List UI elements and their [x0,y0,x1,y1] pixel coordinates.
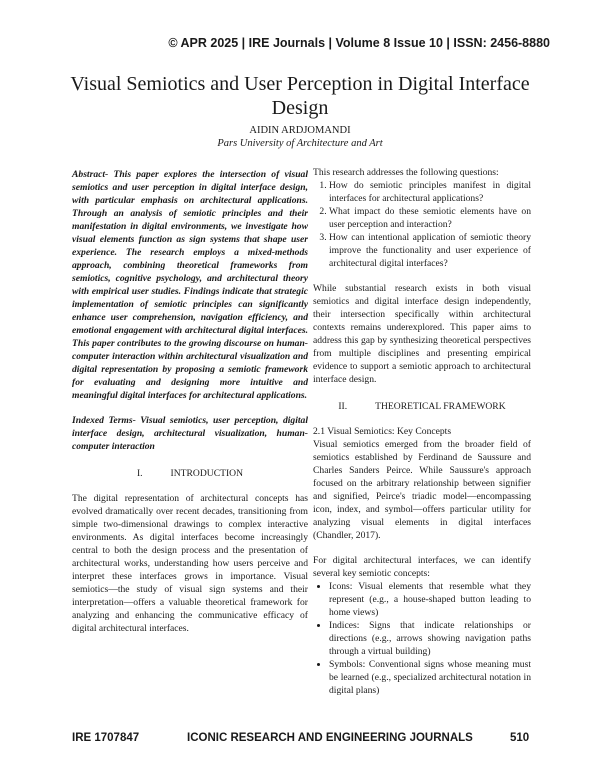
subsection-heading: 2.1 Visual Semiotics: Key Concepts [313,426,452,437]
section-number: II. [338,401,348,412]
index-terms: Indexed Terms- Visual semiotics, user perception, digital interface design, architectural visualization, human-computer interaction [72,415,308,452]
gap-paragraph: While substantial research exists in both visual semiotics and digital interface design independently, their intersection specifically within architectural contexts remains underexplored. This paper aims to address this gap by synthesizing theoretical perspectives from multiple disciplines and presenting empirical evidence to support a semiotic approach to architectural interface design. [313,283,531,385]
semiotics-paragraph: Visual semiotics emerged from the broader field of semiotics established by Ferdinand de Saussure and Charles Sanders Peirce. While Saussure's approach focused on the arbitrary relationship between signifier and signified, Peirce's triadic model—encompassing icon, index, and symbol—offers particular utility for analyzing visual elements in digital interfaces (Chandler, 2017). [313,439,531,541]
page-number: 510 [510,732,530,744]
list-item: • Indices: Signs that indicate relationships or directions (e.g., arrows showing navigation paths through a virtual building) [329,619,531,658]
journal-header: © APR 2025 | IRE Journals | Volume 8 Issue 10 | ISSN: 2456-8880 [168,36,550,50]
section-heading-introduction [72,467,308,480]
journal-name: ICONIC RESEARCH AND ENGINEERING JOURNALS [187,732,473,744]
section-number: I. [136,468,143,479]
semiotic-concepts [313,580,531,697]
research-questions [313,179,531,270]
list-item: 2. What impact do these semiotic elements have on user perception and interaction? [329,205,531,231]
paper-id: IRE 1707847 [72,732,140,744]
list-item: • Icons: Visual elements that resemble what they represent (e.g., a house-shaped button leading to home views) [329,580,531,619]
abstract: Abstract- This paper explores the intersection of visual semiotics and user perception in digital interface design, with particular emphasis on architectural applications. Through an analysis of semiotic principles and their manifestation in digital environments, we investigate how visual elements function as sign systems that shape user experience. The research employs a mixed-methods approach, combining theoretical frameworks from semiotics, cognitive psychology, and architectural theory with empirical user studies. Findings indicate that strategic implementation of semiotic principles can significantly enhance user comprehension, navigation efficiency, and emotional engagement with architectural digital interfaces. This paper contributes to the growing discourse on human-computer interaction within architectural visualization and digital representation by proposing a semiotic framework for evaluating and designing more intuitive and meaningful digital interfaces for architectural applications. [72,169,308,401]
author-affiliation: Pars University of Architecture and Art [217,138,383,149]
concepts-intro: For digital architectural interfaces, we can identify several key semiotic concepts: [313,555,531,579]
section-title: INTRODUCTION [170,468,244,479]
list-item: 1. How do semiotic principles manifest in digital interfaces for architectural applications? [329,179,531,205]
questions-intro: This research addresses the following questions: [313,167,499,178]
paper-title: Visual Semiotics and User Perception in Digital Interface Design [70,73,530,119]
left-column [72,168,308,635]
section-title: THEORETICAL FRAMEWORK [375,401,506,412]
list-item: 3. How can intentional application of semiotic theory improve the functionality and user experience of architectural digital interfaces? [329,231,531,270]
section-heading-framework [313,400,531,413]
author-name: AIDIN ARDJOMANDI [249,125,351,136]
right-column [313,166,531,697]
intro-paragraph: The digital representation of architectural concepts has evolved dramatically over recent decades, transitioning from simple two-dimensional drawings to complex interactive environments. As digital interfaces become increasingly central to both the design process and the presentation of architectural works, understanding how users perceive and interpret these interfaces grows in importance. Visual semiotics—the study of visual sign systems and their interpretation—offers a valuable theoretical framework for analyzing and enhancing the communicative efficacy of digital architectural interfaces. [72,493,308,634]
list-item: • Symbols: Conventional signs whose meaning must be learned (e.g., specialized architectural notation in digital plans) [329,658,531,697]
